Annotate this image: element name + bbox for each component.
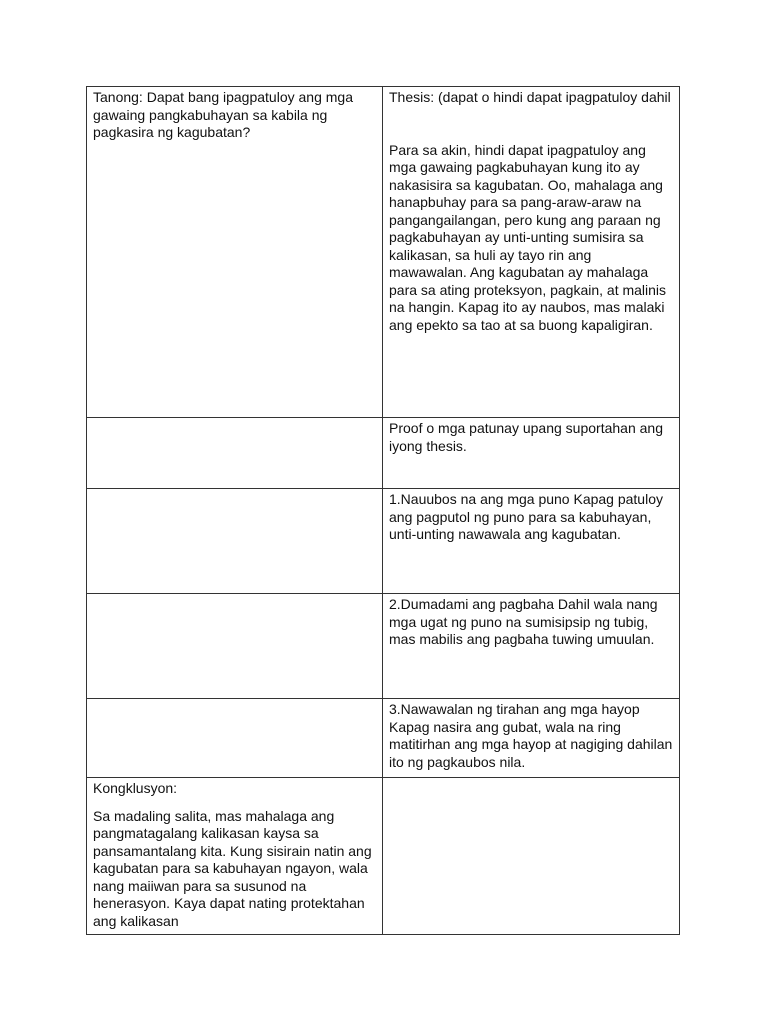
- proof-cell: [383, 699, 680, 778]
- thesis-text: Para sa akin, hindi dapat ipagpatuloy ang mga gawaing pagkabuhayan kung ito ay nakasisira sa kagubatan. Oo, mahalaga ang hanapbuhay para sa pang-araw-araw na pangangailangan, pero kung ang paraan ng pagkabuhayan ay unti-unting sumisira sa kalikasan, sa huli ay tayo rin ang mawawalan. Ang kagubatan ay mahalaga para sa ating proteksyon, pagkain, at malinis na hangin. Kapag ito ay naubos, mas malaki ang epekto sa tao at sa buong kapaligiran.: [389, 141, 667, 333]
- question-cell: [87, 87, 383, 418]
- proof-item-3: 3.Nawawalan ng tirahan ang mga hayop Kapag nasira ang gubat, wala na ring matitirhan ang mga hayop at nagiging dahilan ito ng pagkaubos nila.: [389, 701, 673, 770]
- table-row: [87, 87, 680, 418]
- proof-label: Proof o mga patunay upang suportahan ang iyong thesis.: [389, 420, 663, 454]
- table-row: [87, 699, 680, 778]
- proof-cell: [383, 489, 680, 594]
- table-row: [87, 594, 680, 699]
- conclusion-text: Sa madaling salita, mas mahalaga ang pangmatagalang kalikasan kaysa sa pansamantalang kita. Kung sisirain natin ang kagubatan para sa kabuhayan ngayon, wala nang maiiwan para sa susunod na henerasyon. Kaya dapat nating protektahan ang kalikasan: [93, 807, 372, 929]
- proof-item-2: 2.Dumadami ang pagbaha Dahil wala nang mga ugat ng puno na sumisipsip ng tubig, mas mabilis ang pagbaha tuwing umuulan.: [389, 596, 658, 647]
- table-row: [87, 489, 680, 594]
- conclusion-label: Kongklusyon:: [93, 780, 178, 796]
- empty-cell: [87, 489, 383, 594]
- empty-cell: [383, 778, 680, 935]
- worksheet-table: [86, 86, 680, 935]
- proof-item-1: 1.Nauubos na ang mga puno Kapag patuloy ang pagputol ng puno para sa kabuhayan, unti-unting nawawala ang kagubatan.: [389, 491, 663, 542]
- empty-cell: [87, 594, 383, 699]
- proof-cell: [383, 594, 680, 699]
- thesis-cell: [383, 87, 680, 418]
- table-row: [87, 778, 680, 935]
- proof-label-cell: [383, 418, 680, 489]
- question-text: Tanong: Dapat bang ipagpatuloy ang mga gawaing pangkabuhayan sa kabila ng pagkasira ng kagubatan?: [93, 89, 353, 140]
- empty-cell: [87, 418, 383, 489]
- thesis-label: Thesis: (dapat o hindi dapat ipagpatuloy dahil: [389, 89, 671, 105]
- table-row: [87, 418, 680, 489]
- conclusion-cell: [87, 778, 383, 935]
- empty-cell: [87, 699, 383, 778]
